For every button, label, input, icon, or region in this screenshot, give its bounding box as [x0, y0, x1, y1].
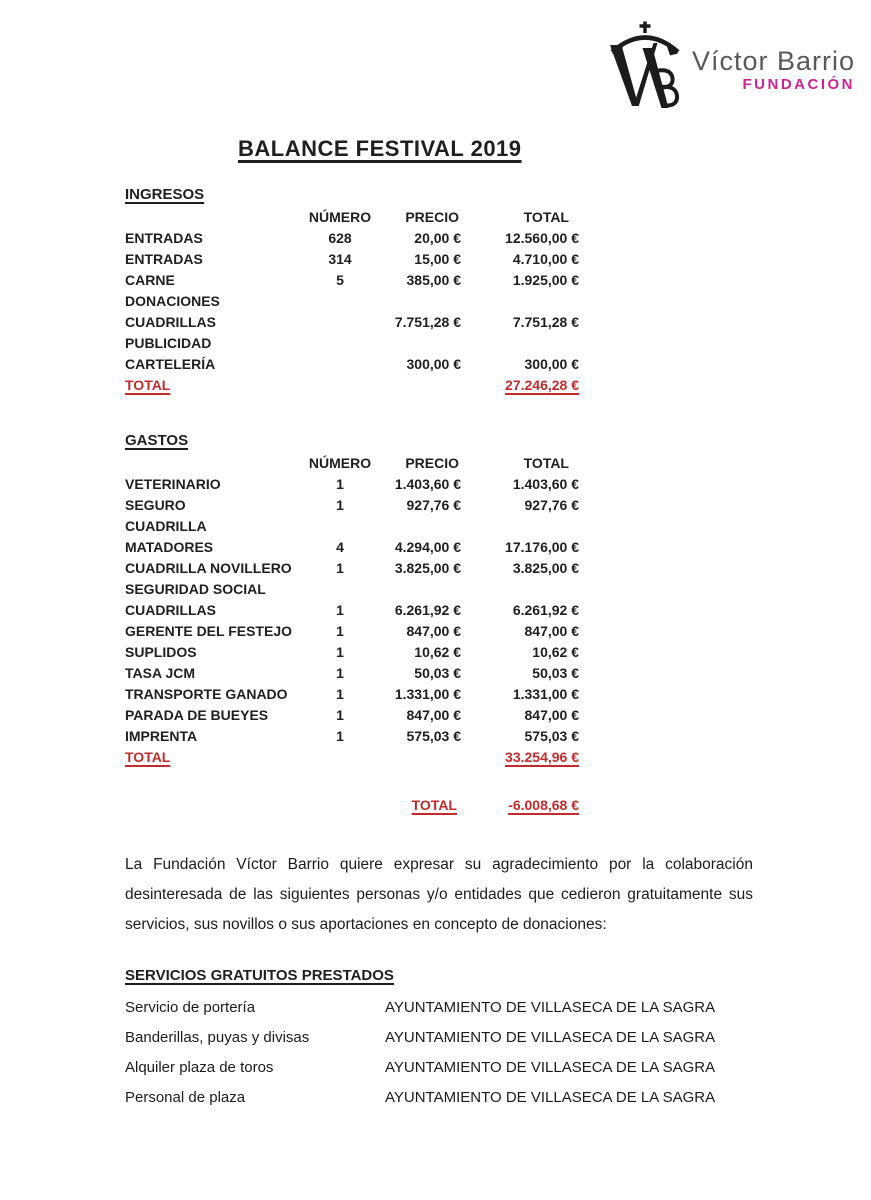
row-numero: 628 — [328, 230, 352, 246]
servicios-section — [125, 967, 753, 1106]
row-numero: 5 — [336, 272, 344, 288]
row-label-line: ENTRADAS — [125, 251, 203, 267]
row-numero: 1 — [336, 707, 344, 723]
table-row — [125, 291, 753, 333]
row-numero: 1 — [336, 686, 344, 702]
row-precio: 847,00 € — [406, 707, 461, 723]
row-label — [125, 726, 295, 747]
row-precio: 300,00 € — [406, 356, 461, 372]
row-label — [125, 621, 295, 642]
row-numero: 4 — [336, 539, 344, 555]
table-row — [125, 558, 753, 579]
row-total: 1.331,00 € — [512, 686, 579, 702]
row-label-line: CARNE — [125, 272, 175, 288]
row-label — [125, 558, 295, 579]
row-numero: 1 — [336, 602, 344, 618]
row-label — [125, 663, 295, 684]
table-row — [125, 621, 753, 642]
row-precio: 927,76 € — [406, 497, 461, 513]
row-label — [125, 291, 295, 333]
header-numero: NÚMERO — [308, 455, 372, 471]
logo-subtitle: FUNDACIÓN — [742, 76, 855, 93]
service-name: Servicio de portería — [125, 999, 256, 1016]
row-label — [125, 375, 295, 396]
row-precio: 6.261,92 € — [394, 602, 461, 618]
gastos-heading: GASTOS — [125, 432, 189, 449]
row-label-line: ENTRADAS — [125, 230, 203, 246]
ingresos-heading: INGRESOS — [125, 186, 205, 203]
table-row — [125, 516, 753, 558]
service-row — [125, 1000, 753, 1016]
services-list — [125, 1000, 753, 1106]
total-value: 33.254,96 € — [505, 749, 579, 765]
service-provider: AYUNTAMIENTO DE VILLASECA DE LA SAGRA — [385, 1059, 716, 1076]
header-numero: NÚMERO — [308, 209, 372, 225]
row-label-line: VETERINARIO — [125, 476, 221, 492]
row-label — [125, 333, 295, 375]
table-total-row — [125, 747, 753, 768]
table-row — [125, 579, 753, 621]
total-label: TOTAL — [125, 749, 171, 765]
service-row — [125, 1090, 753, 1106]
service-row — [125, 1060, 753, 1076]
row-total: 1.403,60 € — [512, 476, 579, 492]
row-total: 847,00 € — [524, 707, 579, 723]
service-name: Personal de plaza — [125, 1089, 246, 1106]
row-total: 12.560,00 € — [505, 230, 579, 246]
row-numero: 1 — [336, 560, 344, 576]
row-label — [125, 705, 295, 726]
row-total: 50,03 € — [532, 665, 579, 681]
table-row — [125, 663, 753, 684]
service-provider: AYUNTAMIENTO DE VILLASECA DE LA SAGRA — [385, 1029, 716, 1046]
service-name: Banderillas, puyas y divisas — [125, 1029, 310, 1046]
row-precio: 385,00 € — [406, 272, 461, 288]
row-precio: 10,62 € — [414, 644, 461, 660]
row-label-line: PARADA DE BUEYES — [125, 707, 269, 723]
grand-total-row — [125, 797, 753, 813]
row-label-line: CUADRILLA NOVILLERO — [125, 560, 292, 576]
ingresos-table — [125, 207, 753, 396]
table-header-row — [125, 453, 753, 474]
row-precio: 20,00 € — [414, 230, 461, 246]
row-label — [125, 495, 295, 516]
gastos-section — [125, 432, 753, 768]
row-label — [125, 684, 295, 705]
row-label — [125, 249, 295, 270]
table-header-row — [125, 207, 753, 228]
row-label-line: TASA JCM — [125, 665, 195, 681]
logo-name: Víctor Barrio — [691, 46, 855, 76]
header-precio: PRECIO — [405, 209, 459, 225]
header-precio: PRECIO — [405, 455, 459, 471]
row-label-line: TRANSPORTE GANADO — [125, 686, 288, 702]
document-body — [125, 186, 753, 1106]
acknowledgement-paragraph: La Fundación Víctor Barrio quiere expresar su agradecimiento por la colaboración desinteresada de las siguientes personas y/o entidades que cedieron gratuitamente sus servicios, sus novillos o sus aportaciones en concepto de donaciones: — [125, 856, 753, 933]
table-total-row — [125, 375, 753, 396]
service-row — [125, 1030, 753, 1046]
row-precio: 50,03 € — [414, 665, 461, 681]
gastos-table — [125, 453, 753, 768]
service-name: Alquiler plaza de toros — [125, 1059, 274, 1076]
header-total: TOTAL — [523, 455, 569, 471]
ingresos-section — [125, 186, 753, 396]
row-precio: 575,03 € — [406, 728, 461, 744]
table-row — [125, 642, 753, 663]
total-label: TOTAL — [125, 377, 171, 393]
row-label-line: MATADORES — [125, 539, 214, 555]
grand-total-label: TOTAL — [411, 797, 457, 813]
row-numero: 1 — [336, 728, 344, 744]
table-row — [125, 270, 753, 291]
table-row — [125, 228, 753, 249]
row-numero: 1 — [336, 644, 344, 660]
row-total: 17.176,00 € — [505, 539, 579, 555]
vb-crest-icon — [604, 20, 686, 112]
row-total: 7.751,28 € — [512, 314, 579, 330]
service-provider: AYUNTAMIENTO DE VILLASECA DE LA SAGRA — [385, 999, 716, 1016]
row-label-line: CUADRILLA — [125, 518, 207, 534]
row-label-line: CUADRILLAS — [125, 602, 216, 618]
row-precio: 15,00 € — [414, 251, 461, 267]
row-precio: 847,00 € — [406, 623, 461, 639]
row-numero: 1 — [336, 497, 344, 513]
total-value: 27.246,28 € — [505, 377, 579, 393]
table-row — [125, 495, 753, 516]
logo — [0, 0, 871, 112]
table-row — [125, 705, 753, 726]
table-row — [125, 249, 753, 270]
grand-total-value: -6.008,68 € — [508, 797, 579, 813]
row-label-line: CUADRILLAS — [125, 314, 216, 330]
row-total: 6.261,92 € — [512, 602, 579, 618]
row-label — [125, 228, 295, 249]
row-label-line: SEGURO — [125, 497, 186, 513]
row-label — [125, 474, 295, 495]
row-label-line: CARTELERÍA — [125, 356, 216, 372]
row-total: 10,62 € — [532, 644, 579, 660]
row-total: 927,76 € — [524, 497, 579, 513]
row-precio: 1.403,60 € — [394, 476, 461, 492]
row-total: 300,00 € — [524, 356, 579, 372]
row-label-line: SEGURIDAD SOCIAL — [125, 581, 266, 597]
row-precio: 3.825,00 € — [394, 560, 461, 576]
row-label-line: SUPLIDOS — [125, 644, 197, 660]
servicios-heading: SERVICIOS GRATUITOS PRESTADOS — [125, 967, 394, 984]
row-label — [125, 642, 295, 663]
row-label — [125, 579, 295, 621]
table-row — [125, 333, 753, 375]
logo-text — [692, 20, 855, 93]
row-total: 1.925,00 € — [512, 272, 579, 288]
row-total: 3.825,00 € — [512, 560, 579, 576]
service-provider: AYUNTAMIENTO DE VILLASECA DE LA SAGRA — [385, 1089, 716, 1106]
table-row — [125, 684, 753, 705]
row-numero: 1 — [336, 623, 344, 639]
row-total: 575,03 € — [524, 728, 579, 744]
row-numero: 1 — [336, 476, 344, 492]
row-precio: 1.331,00 € — [394, 686, 461, 702]
row-precio: 4.294,00 € — [394, 539, 461, 555]
row-label-line: GERENTE DEL FESTEJO — [125, 623, 292, 639]
header-total: TOTAL — [523, 209, 569, 225]
row-total: 847,00 € — [524, 623, 579, 639]
row-label — [125, 516, 295, 558]
row-label — [125, 747, 295, 768]
row-numero: 1 — [336, 665, 344, 681]
row-label — [125, 270, 295, 291]
row-label-line: DONACIONES — [125, 293, 220, 309]
row-label-line: IMPRENTA — [125, 728, 198, 744]
page-title: BALANCE FESTIVAL 2019 — [238, 136, 522, 161]
table-row — [125, 474, 753, 495]
row-total: 4.710,00 € — [512, 251, 579, 267]
table-row — [125, 726, 753, 747]
row-numero: 314 — [328, 251, 352, 267]
row-precio: 7.751,28 € — [394, 314, 461, 330]
row-label-line: PUBLICIDAD — [125, 335, 212, 351]
